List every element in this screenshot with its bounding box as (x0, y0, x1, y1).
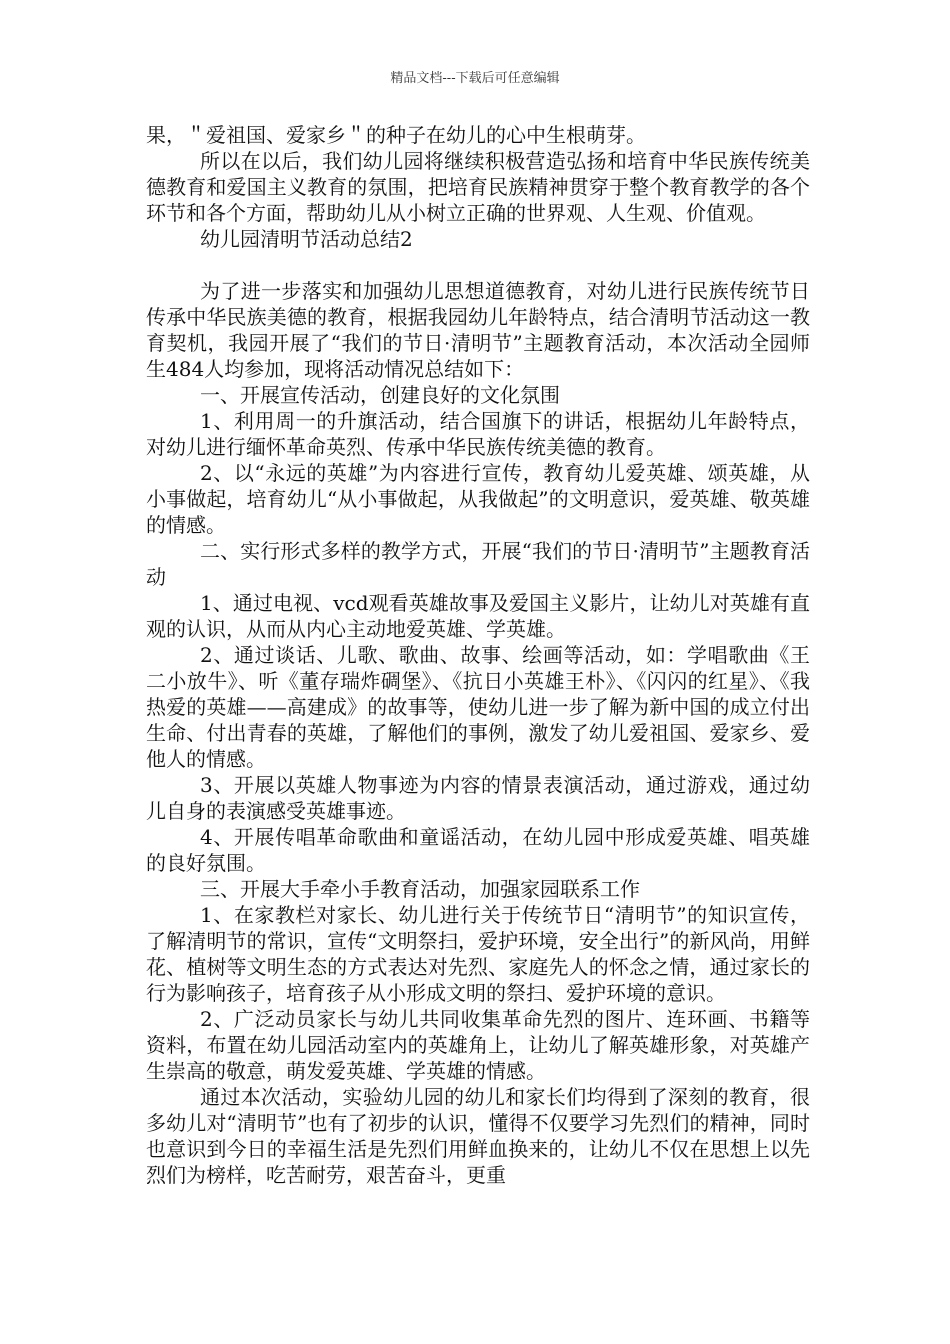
paragraph: 1、在家教栏对家长、幼儿进行关于传统节日“清明节”的知识宣传，了解清明节的常识，宣传“文明祭扫，爱护环境，安全出行”的新风尚，用鲜花、植树等文明生态的方式表达对先烈、家庭先人的怀念之情，通过家长的行为影响孩子，培育孩子从小形成文明的祭扫、爱护环境的意识。 (146, 903, 810, 1005)
section-heading: 二、实行形式多样的教学方式，开展“我们的节日·清明节”主题教育活动 (146, 539, 810, 589)
page-header: 精品文档---下载后可任意编辑 (390, 71, 560, 86)
paragraph: 2、通过谈话、儿歌、歌曲、故事、绘画等活动，如：学唱歌曲《王二小放牛》、听《董存瑞炸碉堡》、《抗日小英雄王朴》、《闪闪的红星》、《我热爱的英雄——高建成》的故事等，使幼儿进一步了解为新中国的成立付出生命、付出青春的英雄，了解他们的事例，激发了幼儿爱祖国、爱家乡、爱他人的情感。 (146, 643, 810, 771)
paragraph: 4、开展传唱革命歌曲和童谣活动，在幼儿园中形成爱英雄、唱英雄的良好氛围。 (146, 825, 810, 875)
paragraph: 1、利用周一的升旗活动，结合国旗下的讲话，根据幼儿年龄特点，对幼儿进行缅怀革命英烈、传承中华民族传统美德的教育。 (146, 409, 810, 459)
paragraph: 2、以“永远的英雄”为内容进行宣传，教育幼儿爱英雄、颂英雄，从小事做起，培育幼儿“从小事做起，从我做起”的文明意识，爱英雄、敬英雄的情感。 (146, 461, 810, 537)
paragraph: 通过本次活动，实验幼儿园的幼儿和家长们均得到了深刻的教育，很多幼儿对“清明节”也有了初步的认识，懂得不仅要学习先烈们的精神，同时也意识到今日的幸福生活是先烈们用鲜血换来的，让幼儿不仅在思想上以先烈们为榜样，吃苦耐劳，艰苦奋斗，更重 (146, 1085, 810, 1187)
paragraph: 为了进一步落实和加强幼儿思想道德教育，对幼儿进行民族传统节日传承中华民族美德的教育，根据我园幼儿年龄特点，结合清明节活动这一教育契机，我园开展了“我们的节日·清明节”主题教育活动，本次活动全园师生484人均参加，现将活动情况总结如下： (146, 279, 810, 381)
paragraph: 所以在以后，我们幼儿园将继续积极营造弘扬和培育中华民族传统美德教育和爱国主义教育的氛围，把培育民族精神贯穿于整个教育教学的各个环节和各个方面，帮助幼儿从小树立正确的世界观、人生观、价值观。 (146, 149, 810, 225)
paragraph: 2、广泛动员家长与幼儿共同收集革命先烈的图片、连环画、书籍等资料，布置在幼儿园活动室内的英雄角上，让幼儿了解英雄形象，对英雄产生崇高的敬意，萌发爱英雄、学英雄的情感。 (146, 1007, 810, 1083)
paragraph: 1、通过电视、vcd观看英雄故事及爱国主义影片，让幼儿对英雄有直观的认识，从而从内心主动地爱英雄、学英雄。 (146, 591, 810, 641)
document-body (146, 122, 810, 1188)
blank-line (146, 252, 810, 278)
paragraph: 果，＂爱祖国、爱家乡＂的种子在幼儿的心中生根萌芽。 (146, 123, 646, 147)
section-title: 幼儿园清明节活动总结2 (200, 227, 413, 251)
paragraph: 3、开展以英雄人物事迹为内容的情景表演活动，通过游戏，通过幼儿自身的表演感受英雄事迹。 (146, 773, 810, 823)
section-heading: 一、开展宣传活动，创建良好的文化氛围 (200, 383, 560, 407)
section-heading: 三、开展大手牵小手教育活动，加强家园联系工作 (200, 877, 640, 901)
